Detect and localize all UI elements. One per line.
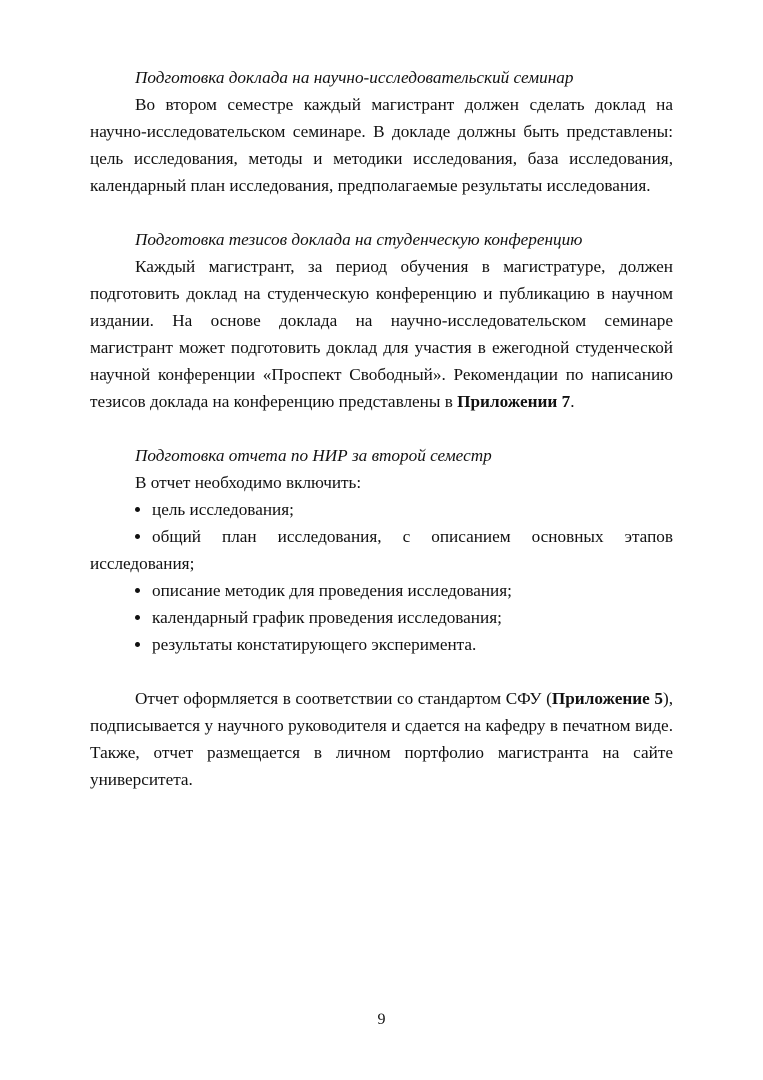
appendix-5-reference: Приложение 5 — [551, 689, 663, 708]
report-intro: В отчет необходимо включить: — [135, 473, 362, 492]
section-heading-seminar: Подготовка доклада на научно-исследовательский семинар — [135, 68, 574, 87]
list-item — [90, 496, 673, 523]
report-contents-list — [90, 496, 673, 658]
paragraph-closing — [90, 685, 673, 793]
appendix-7-reference: Приложении 7 — [457, 392, 571, 411]
spacer — [90, 199, 673, 226]
paragraph-closing-text: Отчет оформляется в соответствии со стандартом СФУ ( — [135, 689, 552, 708]
spacer — [90, 658, 673, 685]
bullet-icon — [135, 604, 152, 631]
list-item-text: описание методик для проведения исследования; — [152, 581, 512, 600]
list-item-text: цель исследования; — [152, 500, 294, 519]
list-item — [90, 523, 673, 577]
section-heading-report: Подготовка отчета по НИР за второй семестр — [135, 446, 492, 465]
paragraph-closing-end: ), подписывается у научного руководителя и сдается на кафедру в печатном виде. Также, отчет размещается в личном портфолио магистранта на сайте университета. — [90, 689, 673, 789]
bullet-icon — [135, 631, 152, 658]
bullet-icon — [135, 496, 152, 523]
page-number: 9 — [377, 1011, 386, 1028]
paragraph-conference — [90, 253, 673, 415]
spacer — [90, 415, 673, 442]
paragraph-conference-end: . — [570, 392, 575, 411]
bullet-icon — [135, 577, 152, 604]
paragraph-conference-text: Каждый магистрант, за период обучения в магистратуре, должен подготовить доклад на студенческую конференцию и публикацию в научном издании. На основе доклада на научно-исследовательском семинаре магистрант может подготовить доклад для участия в ежегодной студенческой научной конференции «Проспект Свободный». Рекомендации по написанию тезисов доклада на конференцию представлены в — [90, 257, 673, 411]
list-item-text: результаты констатирующего эксперимента. — [152, 635, 477, 654]
list-item-text: общий план исследования, с описанием основных этапов исследования; — [90, 527, 673, 573]
list-item — [90, 577, 673, 604]
list-item-text: календарный график проведения исследования; — [152, 608, 502, 627]
list-item — [90, 604, 673, 631]
list-item — [90, 631, 673, 658]
section-heading-conference: Подготовка тезисов доклада на студенческую конференцию — [135, 230, 583, 249]
bullet-icon — [135, 523, 152, 550]
document-page — [90, 64, 673, 793]
paragraph-seminar: Во втором семестре каждый магистрант должен сделать доклад на научно-исследовательском семинаре. В докладе должны быть представлены: цель исследования, методы и методики исследования, база исследования, календарный план исследования, предполагаемые результаты исследования. — [90, 95, 673, 195]
